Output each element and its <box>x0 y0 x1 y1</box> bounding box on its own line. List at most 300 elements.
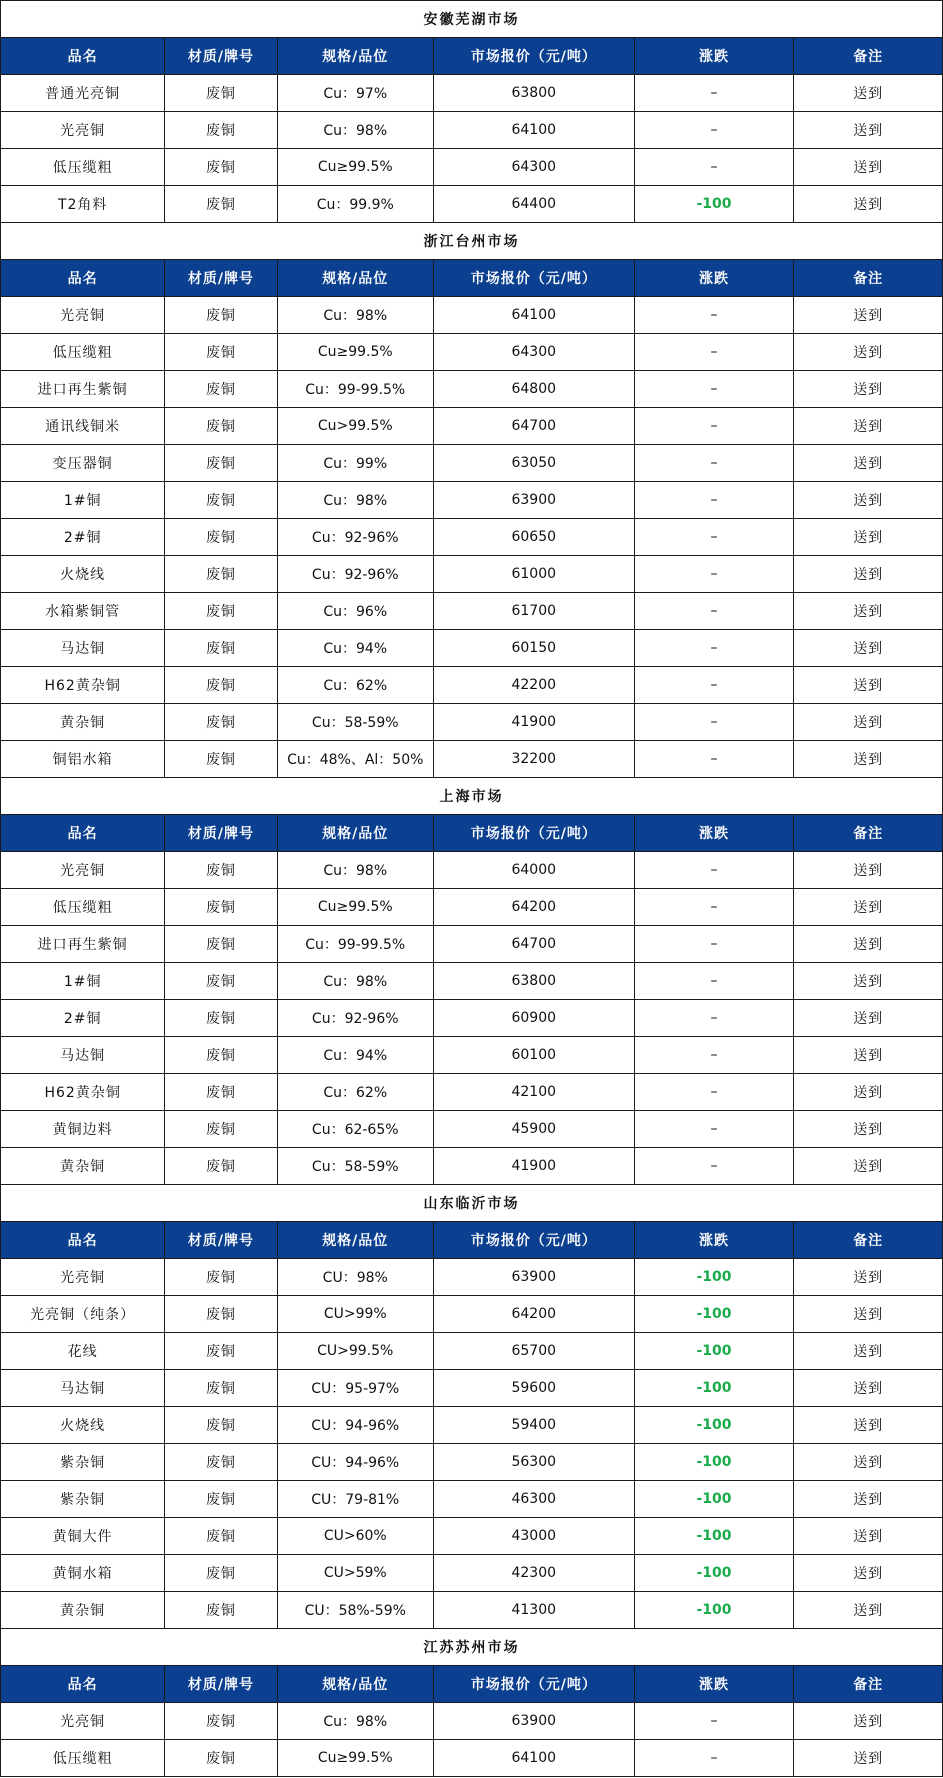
spec-cell: Cu：97% <box>277 75 433 112</box>
header-material: 材质/牌号 <box>165 260 277 297</box>
header-note: 备注 <box>794 1666 943 1703</box>
note-cell: 送到 <box>794 1296 943 1333</box>
name-cell: 黄杂铜 <box>1 704 165 741</box>
name-cell: 进口再生紫铜 <box>1 371 165 408</box>
price-cell: 61000 <box>433 556 634 593</box>
material-cell: 废铜 <box>165 1444 277 1481</box>
material-cell: 废铜 <box>165 704 277 741</box>
header-change: 涨跌 <box>634 260 794 297</box>
note-cell: 送到 <box>794 186 943 223</box>
material-cell: 废铜 <box>165 408 277 445</box>
name-cell: 马达铜 <box>1 1037 165 1074</box>
spec-cell: Cu：92-96% <box>277 556 433 593</box>
price-cell: 42300 <box>433 1555 634 1592</box>
spec-cell: CU：98% <box>277 1259 433 1296</box>
market-title-row <box>1 778 943 815</box>
change-cell: – <box>634 1000 794 1037</box>
material-cell: 废铜 <box>165 963 277 1000</box>
spec-cell: Cu>99.5% <box>277 408 433 445</box>
header-note: 备注 <box>794 1222 943 1259</box>
change-cell: – <box>634 704 794 741</box>
note-cell: 送到 <box>794 1000 943 1037</box>
material-cell: 废铜 <box>165 1481 277 1518</box>
name-cell: H62黄杂铜 <box>1 1074 165 1111</box>
price-cell: 63050 <box>433 445 634 482</box>
change-cell: – <box>634 630 794 667</box>
name-cell: 1#铜 <box>1 482 165 519</box>
name-cell: 黄铜大件 <box>1 1518 165 1555</box>
name-cell: 紫杂铜 <box>1 1444 165 1481</box>
spec-cell: Cu：62% <box>277 667 433 704</box>
note-cell: 送到 <box>794 334 943 371</box>
header-price: 市场报价（元/吨） <box>433 260 634 297</box>
note-cell: 送到 <box>794 519 943 556</box>
table-row <box>1 1148 943 1185</box>
spec-cell: Cu：99-99.5% <box>277 926 433 963</box>
note-cell: 送到 <box>794 630 943 667</box>
note-cell: 送到 <box>794 926 943 963</box>
price-cell: 59400 <box>433 1407 634 1444</box>
change-cell: -100 <box>634 186 794 223</box>
name-cell: 光亮铜（纯条） <box>1 1296 165 1333</box>
name-cell: 低压缆粗 <box>1 889 165 926</box>
change-cell: – <box>634 371 794 408</box>
header-spec: 规格/品位 <box>277 260 433 297</box>
material-cell: 废铜 <box>165 1518 277 1555</box>
material-cell: 废铜 <box>165 1555 277 1592</box>
table-row <box>1 371 943 408</box>
material-cell: 废铜 <box>165 1259 277 1296</box>
price-cell: 56300 <box>433 1444 634 1481</box>
table-row <box>1 630 943 667</box>
change-cell: -100 <box>634 1370 794 1407</box>
material-cell: 废铜 <box>165 630 277 667</box>
note-cell: 送到 <box>794 593 943 630</box>
table-row <box>1 408 943 445</box>
change-cell: -100 <box>634 1296 794 1333</box>
note-cell: 送到 <box>794 1259 943 1296</box>
table-row <box>1 1074 943 1111</box>
material-cell: 废铜 <box>165 1370 277 1407</box>
header-spec: 规格/品位 <box>277 1222 433 1259</box>
name-cell: H62黄杂铜 <box>1 667 165 704</box>
market-title-row <box>1 1 943 38</box>
spec-cell: Cu：96% <box>277 593 433 630</box>
material-cell: 废铜 <box>165 1296 277 1333</box>
price-cell: 64100 <box>433 112 634 149</box>
name-cell: 火烧线 <box>1 556 165 593</box>
market-title: 安徽芜湖市场 <box>1 1 943 38</box>
spec-cell: Cu：92-96% <box>277 519 433 556</box>
name-cell: 通讯线铜米 <box>1 408 165 445</box>
note-cell: 送到 <box>794 1555 943 1592</box>
table-row <box>1 1370 943 1407</box>
header-change: 涨跌 <box>634 1666 794 1703</box>
change-cell: – <box>634 741 794 778</box>
price-cell: 64200 <box>433 1296 634 1333</box>
change-cell: – <box>634 1111 794 1148</box>
table-row <box>1 926 943 963</box>
name-cell: 黄铜水箱 <box>1 1555 165 1592</box>
change-cell: – <box>634 297 794 334</box>
name-cell: 低压缆粗 <box>1 1740 165 1777</box>
market-title: 上海市场 <box>1 778 943 815</box>
change-cell: -100 <box>634 1444 794 1481</box>
price-cell: 60100 <box>433 1037 634 1074</box>
spec-cell: Cu≥99.5% <box>277 889 433 926</box>
spec-cell: Cu：98% <box>277 482 433 519</box>
material-cell: 废铜 <box>165 297 277 334</box>
note-cell: 送到 <box>794 149 943 186</box>
change-cell: – <box>634 519 794 556</box>
spec-cell: CU：58%-59% <box>277 1592 433 1629</box>
spec-cell: Cu：98% <box>277 112 433 149</box>
header-name: 品名 <box>1 1222 165 1259</box>
material-cell: 废铜 <box>165 556 277 593</box>
table-header-row <box>1 1666 943 1703</box>
name-cell: 1#铜 <box>1 963 165 1000</box>
change-cell: – <box>634 75 794 112</box>
spec-cell: CU：79-81% <box>277 1481 433 1518</box>
header-note: 备注 <box>794 260 943 297</box>
header-name: 品名 <box>1 815 165 852</box>
market-title-row <box>1 1185 943 1222</box>
header-name: 品名 <box>1 38 165 75</box>
material-cell: 废铜 <box>165 519 277 556</box>
change-cell: – <box>634 482 794 519</box>
table-header-row <box>1 815 943 852</box>
header-change: 涨跌 <box>634 1222 794 1259</box>
price-cell: 63800 <box>433 75 634 112</box>
note-cell: 送到 <box>794 667 943 704</box>
spec-cell: Cu：62% <box>277 1074 433 1111</box>
header-price: 市场报价（元/吨） <box>433 1666 634 1703</box>
note-cell: 送到 <box>794 1074 943 1111</box>
change-cell: – <box>634 593 794 630</box>
name-cell: 花线 <box>1 1333 165 1370</box>
header-price: 市场报价（元/吨） <box>433 1222 634 1259</box>
spec-cell: Cu：98% <box>277 963 433 1000</box>
note-cell: 送到 <box>794 371 943 408</box>
table-row <box>1 963 943 1000</box>
name-cell: 2#铜 <box>1 519 165 556</box>
note-cell: 送到 <box>794 297 943 334</box>
name-cell: 普通光亮铜 <box>1 75 165 112</box>
price-cell: 63900 <box>433 1703 634 1740</box>
change-cell: – <box>634 889 794 926</box>
material-cell: 废铜 <box>165 1037 277 1074</box>
price-cell: 64300 <box>433 149 634 186</box>
table-row <box>1 1000 943 1037</box>
price-cell: 45900 <box>433 1111 634 1148</box>
name-cell: 马达铜 <box>1 1370 165 1407</box>
spec-cell: Cu：62-65% <box>277 1111 433 1148</box>
header-change: 涨跌 <box>634 815 794 852</box>
spec-cell: Cu≥99.5% <box>277 149 433 186</box>
table-row <box>1 1296 943 1333</box>
market-title: 浙江台州市场 <box>1 223 943 260</box>
change-cell: – <box>634 1148 794 1185</box>
table-row <box>1 593 943 630</box>
material-cell: 废铜 <box>165 593 277 630</box>
note-cell: 送到 <box>794 1037 943 1074</box>
spec-cell: CU>60% <box>277 1518 433 1555</box>
material-cell: 废铜 <box>165 149 277 186</box>
change-cell: – <box>634 556 794 593</box>
header-price: 市场报价（元/吨） <box>433 38 634 75</box>
change-cell: – <box>634 926 794 963</box>
market-title: 山东临沂市场 <box>1 1185 943 1222</box>
name-cell: 进口再生紫铜 <box>1 926 165 963</box>
note-cell: 送到 <box>794 889 943 926</box>
spec-cell: CU：94-96% <box>277 1407 433 1444</box>
table-header-row <box>1 1222 943 1259</box>
name-cell: 低压缆粗 <box>1 334 165 371</box>
market-title-row <box>1 1629 943 1666</box>
spec-cell: CU：95-97% <box>277 1370 433 1407</box>
change-cell: – <box>634 667 794 704</box>
price-cell: 64700 <box>433 408 634 445</box>
note-cell: 送到 <box>794 1703 943 1740</box>
name-cell: 火烧线 <box>1 1407 165 1444</box>
change-cell: – <box>634 149 794 186</box>
spec-cell: Cu：98% <box>277 852 433 889</box>
price-cell: 63900 <box>433 1259 634 1296</box>
spec-cell: Cu：98% <box>277 1703 433 1740</box>
table-row <box>1 149 943 186</box>
material-cell: 废铜 <box>165 371 277 408</box>
market-title-row <box>1 223 943 260</box>
price-cell: 41900 <box>433 704 634 741</box>
price-cell: 61700 <box>433 593 634 630</box>
table-row <box>1 1259 943 1296</box>
table-row <box>1 1037 943 1074</box>
name-cell: 光亮铜 <box>1 1259 165 1296</box>
spec-cell: Cu≥99.5% <box>277 1740 433 1777</box>
spec-cell: CU：94-96% <box>277 1444 433 1481</box>
material-cell: 废铜 <box>165 445 277 482</box>
spec-cell: Cu：94% <box>277 630 433 667</box>
table-row <box>1 1444 943 1481</box>
price-cell: 64700 <box>433 926 634 963</box>
note-cell: 送到 <box>794 1370 943 1407</box>
material-cell: 废铜 <box>165 334 277 371</box>
spec-cell: Cu：99% <box>277 445 433 482</box>
price-cell: 63800 <box>433 963 634 1000</box>
material-cell: 废铜 <box>165 1148 277 1185</box>
price-cell: 43000 <box>433 1518 634 1555</box>
material-cell: 废铜 <box>165 1703 277 1740</box>
material-cell: 废铜 <box>165 926 277 963</box>
table-row <box>1 1518 943 1555</box>
note-cell: 送到 <box>794 741 943 778</box>
change-cell: – <box>634 1074 794 1111</box>
material-cell: 废铜 <box>165 889 277 926</box>
table-row <box>1 667 943 704</box>
material-cell: 废铜 <box>165 75 277 112</box>
price-cell: 42100 <box>433 1074 634 1111</box>
header-name: 品名 <box>1 1666 165 1703</box>
note-cell: 送到 <box>794 1518 943 1555</box>
spec-cell: CU>99.5% <box>277 1333 433 1370</box>
name-cell: 紫杂铜 <box>1 1481 165 1518</box>
note-cell: 送到 <box>794 704 943 741</box>
price-cell: 46300 <box>433 1481 634 1518</box>
table-row <box>1 1703 943 1740</box>
header-material: 材质/牌号 <box>165 1222 277 1259</box>
change-cell: – <box>634 852 794 889</box>
table-row <box>1 334 943 371</box>
note-cell: 送到 <box>794 75 943 112</box>
spec-cell: Cu：99-99.5% <box>277 371 433 408</box>
material-cell: 废铜 <box>165 1111 277 1148</box>
table-row <box>1 112 943 149</box>
table-row <box>1 297 943 334</box>
material-cell: 废铜 <box>165 186 277 223</box>
price-cell: 64000 <box>433 852 634 889</box>
header-spec: 规格/品位 <box>277 38 433 75</box>
price-cell: 60900 <box>433 1000 634 1037</box>
table-header-row <box>1 260 943 297</box>
name-cell: 马达铜 <box>1 630 165 667</box>
name-cell: 低压缆粗 <box>1 149 165 186</box>
name-cell: 光亮铜 <box>1 852 165 889</box>
change-cell: -100 <box>634 1481 794 1518</box>
material-cell: 废铜 <box>165 1000 277 1037</box>
change-cell: -100 <box>634 1407 794 1444</box>
change-cell: -100 <box>634 1518 794 1555</box>
note-cell: 送到 <box>794 852 943 889</box>
note-cell: 送到 <box>794 1592 943 1629</box>
table-row <box>1 889 943 926</box>
price-cell: 60650 <box>433 519 634 556</box>
header-spec: 规格/品位 <box>277 815 433 852</box>
table-row <box>1 75 943 112</box>
material-cell: 废铜 <box>165 482 277 519</box>
table-row <box>1 1555 943 1592</box>
note-cell: 送到 <box>794 1148 943 1185</box>
material-cell: 废铜 <box>165 1407 277 1444</box>
price-cell: 41300 <box>433 1592 634 1629</box>
price-cell: 64300 <box>433 334 634 371</box>
name-cell: 光亮铜 <box>1 1703 165 1740</box>
material-cell: 废铜 <box>165 852 277 889</box>
material-cell: 废铜 <box>165 1074 277 1111</box>
change-cell: -100 <box>634 1555 794 1592</box>
name-cell: 光亮铜 <box>1 112 165 149</box>
change-cell: – <box>634 445 794 482</box>
change-cell: -100 <box>634 1259 794 1296</box>
change-cell: – <box>634 963 794 1000</box>
header-material: 材质/牌号 <box>165 1666 277 1703</box>
name-cell: 2#铜 <box>1 1000 165 1037</box>
price-cell: 65700 <box>433 1333 634 1370</box>
table-row <box>1 852 943 889</box>
header-material: 材质/牌号 <box>165 815 277 852</box>
material-cell: 废铜 <box>165 1740 277 1777</box>
table-row <box>1 519 943 556</box>
header-spec: 规格/品位 <box>277 1666 433 1703</box>
change-cell: -100 <box>634 1333 794 1370</box>
table-row <box>1 1333 943 1370</box>
table-row <box>1 704 943 741</box>
note-cell: 送到 <box>794 1444 943 1481</box>
table-row <box>1 1592 943 1629</box>
note-cell: 送到 <box>794 408 943 445</box>
table-row <box>1 445 943 482</box>
table-row <box>1 186 943 223</box>
table-header-row <box>1 38 943 75</box>
name-cell: 黄杂铜 <box>1 1148 165 1185</box>
material-cell: 废铜 <box>165 667 277 704</box>
note-cell: 送到 <box>794 1481 943 1518</box>
material-cell: 废铜 <box>165 741 277 778</box>
price-cell: 64400 <box>433 186 634 223</box>
table-row <box>1 1740 943 1777</box>
price-cell: 63900 <box>433 482 634 519</box>
note-cell: 送到 <box>794 556 943 593</box>
spec-cell: CU>99% <box>277 1296 433 1333</box>
price-cell: 42200 <box>433 667 634 704</box>
material-cell: 废铜 <box>165 1592 277 1629</box>
table-row <box>1 482 943 519</box>
table-row <box>1 1481 943 1518</box>
table-row <box>1 1407 943 1444</box>
spec-cell: CU>59% <box>277 1555 433 1592</box>
price-cell: 64100 <box>433 297 634 334</box>
table-row <box>1 556 943 593</box>
note-cell: 送到 <box>794 1333 943 1370</box>
table-row <box>1 1111 943 1148</box>
name-cell: 黄铜边料 <box>1 1111 165 1148</box>
price-cell: 64100 <box>433 1740 634 1777</box>
price-cell: 60150 <box>433 630 634 667</box>
spec-cell: Cu≥99.5% <box>277 334 433 371</box>
change-cell: -100 <box>634 1592 794 1629</box>
price-cell: 41900 <box>433 1148 634 1185</box>
note-cell: 送到 <box>794 963 943 1000</box>
spec-cell: Cu：98% <box>277 297 433 334</box>
price-table-body <box>1 1 943 1777</box>
change-cell: – <box>634 112 794 149</box>
note-cell: 送到 <box>794 112 943 149</box>
spec-cell: Cu：58-59% <box>277 1148 433 1185</box>
name-cell: 水箱紫铜管 <box>1 593 165 630</box>
price-cell: 64800 <box>433 371 634 408</box>
header-note: 备注 <box>794 38 943 75</box>
spec-cell: Cu：94% <box>277 1037 433 1074</box>
change-cell: – <box>634 408 794 445</box>
note-cell: 送到 <box>794 445 943 482</box>
price-cell: 32200 <box>433 741 634 778</box>
change-cell: – <box>634 334 794 371</box>
material-cell: 废铜 <box>165 1333 277 1370</box>
note-cell: 送到 <box>794 482 943 519</box>
change-cell: – <box>634 1703 794 1740</box>
header-note: 备注 <box>794 815 943 852</box>
price-cell: 64200 <box>433 889 634 926</box>
table-row <box>1 741 943 778</box>
header-material: 材质/牌号 <box>165 38 277 75</box>
change-cell: – <box>634 1740 794 1777</box>
spec-cell: Cu：92-96% <box>277 1000 433 1037</box>
price-cell: 59600 <box>433 1370 634 1407</box>
header-name: 品名 <box>1 260 165 297</box>
market-title: 江苏苏州市场 <box>1 1629 943 1666</box>
spec-cell: Cu：48%、Al：50% <box>277 741 433 778</box>
material-cell: 废铜 <box>165 112 277 149</box>
note-cell: 送到 <box>794 1740 943 1777</box>
